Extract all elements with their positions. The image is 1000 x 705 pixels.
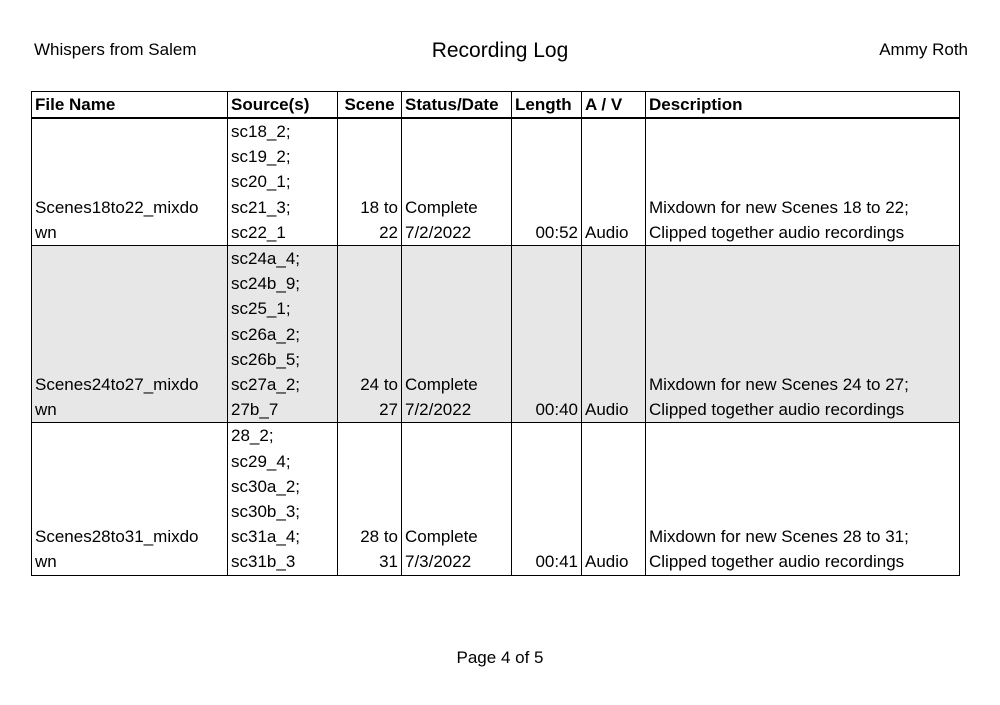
- column-header-file-name: File Name: [32, 92, 228, 119]
- column-header-description: Description: [646, 92, 960, 119]
- sources-cell-line: sc29_4;: [231, 451, 291, 471]
- file-name-cell: [32, 423, 228, 575]
- file-name-cell-line: Scenes24to27_mixdo: [35, 375, 199, 395]
- scene-cell-line: 28 to: [360, 527, 398, 547]
- column-header-sources: Source(s): [228, 92, 338, 119]
- sources-cell-line: sc24b_9;: [231, 274, 300, 294]
- sources-cell-line: sc31b_3: [231, 552, 296, 572]
- sources-cell-line: sc24a_4;: [231, 249, 300, 269]
- length-cell: 00:41: [512, 423, 582, 575]
- description-cell: [646, 118, 960, 246]
- table-row: [32, 118, 960, 246]
- sources-cell-line: sc19_2;: [231, 147, 291, 167]
- table-row: [32, 246, 960, 423]
- status-date-cell-line: Complete: [405, 527, 478, 547]
- sources-cell-line: sc31a_4;: [231, 527, 300, 547]
- length-cell: 00:40: [512, 246, 582, 423]
- status-date-cell-line: 7/3/2022: [405, 552, 472, 572]
- status-date-cell-line: Complete: [405, 197, 478, 217]
- sources-cell-line: sc30b_3;: [231, 502, 300, 522]
- description-cell: [646, 246, 960, 423]
- description-cell-line: Clipped together audio recordings: [649, 222, 905, 242]
- scene-cell-line: 18 to: [360, 197, 398, 217]
- sources-cell: [228, 423, 338, 575]
- file-name-cell: [32, 118, 228, 246]
- status-date-cell: [402, 246, 512, 423]
- description-cell-line: Clipped together audio recordings: [649, 552, 905, 572]
- sources-cell-line: 28_2;: [231, 426, 274, 446]
- length-cell: 00:52: [512, 118, 582, 246]
- sources-cell-line: sc25_1;: [231, 299, 291, 319]
- scene-cell-line: 27: [379, 400, 398, 420]
- sources-cell-line: sc30a_2;: [231, 476, 300, 496]
- sources-cell-line: 27b_7: [231, 400, 279, 420]
- status-date-cell: [402, 118, 512, 246]
- sources-cell-line: sc26b_5;: [231, 349, 300, 369]
- sources-cell-line: sc20_1;: [231, 172, 291, 192]
- sources-cell-line: sc18_2;: [231, 122, 291, 141]
- description-cell-line: Mixdown for new Scenes 18 to 22;: [649, 197, 909, 217]
- file-name-cell: [32, 246, 228, 423]
- sources-cell-line: sc21_3;: [231, 197, 291, 217]
- column-header-scene: Scene: [338, 92, 402, 119]
- av-cell: Audio: [582, 246, 646, 423]
- table-row: [32, 423, 960, 575]
- column-header-length: Length: [512, 92, 582, 119]
- av-cell: Audio: [582, 118, 646, 246]
- column-header-status-date: Status/Date: [402, 92, 512, 119]
- scene-cell-line: 31: [379, 552, 398, 572]
- sources-cell-line: sc22_1: [231, 222, 286, 242]
- status-date-cell-line: 7/2/2022: [405, 400, 472, 420]
- scene-cell: [338, 423, 402, 575]
- file-name-cell-line: Scenes28to31_mixdo: [35, 527, 199, 547]
- document-title: Recording Log: [431, 39, 569, 62]
- page-number: Page 4 of 5: [456, 648, 544, 667]
- file-name-cell-line: wn: [35, 400, 57, 420]
- table-header-row: [32, 92, 960, 119]
- sources-cell-line: sc26a_2;: [231, 324, 300, 344]
- table-body: [32, 118, 960, 575]
- column-header-av: A / V: [582, 92, 646, 119]
- scene-cell: [338, 246, 402, 423]
- sources-cell-line: sc27a_2;: [231, 375, 300, 395]
- scene-cell: [338, 118, 402, 246]
- recording-log-table: [31, 91, 960, 576]
- author-name: Ammy Roth: [879, 40, 968, 59]
- description-cell-line: Mixdown for new Scenes 28 to 31;: [649, 527, 909, 547]
- status-date-cell-line: 7/2/2022: [405, 222, 472, 242]
- status-date-cell-line: Complete: [405, 375, 478, 395]
- file-name-cell-line: wn: [35, 552, 57, 572]
- status-date-cell: [402, 423, 512, 575]
- production-title: Whispers from Salem: [34, 40, 197, 59]
- file-name-cell-line: Scenes18to22_mixdo: [35, 197, 199, 217]
- av-cell: Audio: [582, 423, 646, 575]
- description-cell-line: Clipped together audio recordings: [649, 400, 905, 420]
- scene-cell-line: 24 to: [360, 375, 398, 395]
- description-cell: [646, 423, 960, 575]
- scene-cell-line: 22: [379, 222, 398, 242]
- sources-cell: [228, 246, 338, 423]
- description-cell-line: Mixdown for new Scenes 24 to 27;: [649, 375, 909, 395]
- sources-cell: [228, 118, 338, 246]
- file-name-cell-line: wn: [35, 222, 57, 242]
